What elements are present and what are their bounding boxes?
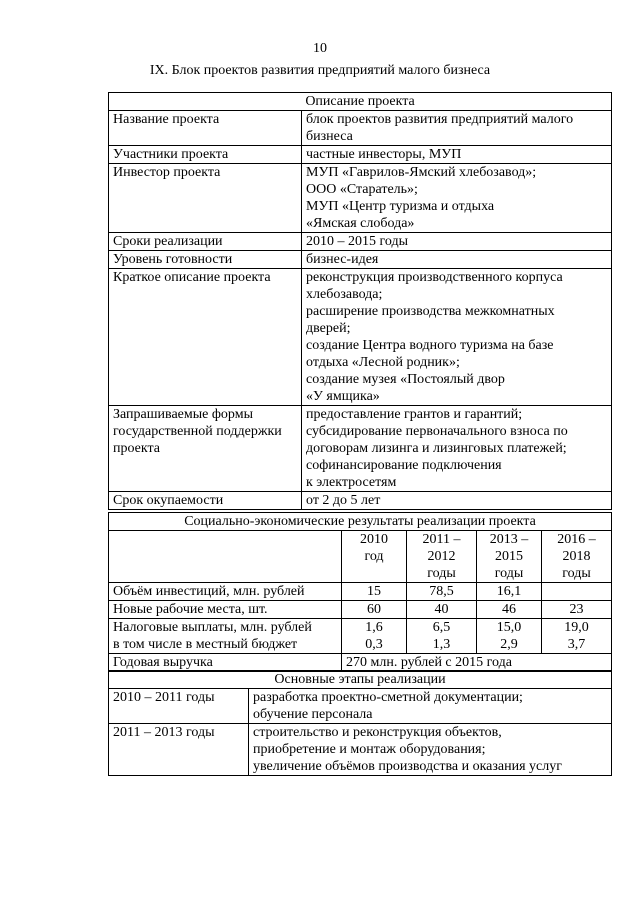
table-row [109,619,612,654]
table-row [109,654,612,672]
page-title: IX. Блок проектов развития предприятий малого бизнеса [149,63,491,78]
table-row [109,146,612,164]
cell-value: 15 [342,583,407,601]
cell-value: 60 [342,601,407,619]
table-row [109,583,612,601]
row-label: Новые рабочие места, шт. [109,601,342,619]
table-row [109,164,612,233]
year-header: 2010 год [342,531,407,583]
project-description-table [108,92,612,510]
results-header: Социально-экономические результаты реализации проекта [109,513,612,531]
table-row [109,251,612,269]
row-value: реконструкция производственного корпуса хлебозавода; расширение производства межкомнатных дверей; создание Центра водного туризма на базе отдыха «Лесной родник»; создание музея «Постоялый двор «У ямщика» [302,269,612,406]
row-label: Запрашиваемые формы государственной поддержки проекта [109,406,302,492]
page-number: 10 [313,41,327,56]
cell-value: 6,5 1,3 [407,619,477,654]
year-header: 2011 – 2012 годы [407,531,477,583]
table-row [109,233,612,251]
cell-value: 19,0 3,7 [542,619,612,654]
row-label: Краткое описание проекта [109,269,302,406]
results-table [108,512,612,672]
row-label: Участники проекта [109,146,302,164]
cell-value: 78,5 [407,583,477,601]
row-label: Сроки реализации [109,233,302,251]
stages-table [108,670,612,776]
row-value: МУП «Гаврилов-Ямский хлебозавод»; ООО «Старатель»; МУП «Центр туризма и отдыха «Ямская слобода» [302,164,612,233]
row-value: блок проектов развития предприятий малого бизнеса [302,111,612,146]
table-row [109,492,612,510]
stage-period: 2010 – 2011 годы [109,689,249,724]
stage-text: разработка проектно-сметной документации; обучение персонала [249,689,612,724]
table-row [109,724,612,776]
row-label: Уровень готовности [109,251,302,269]
cell-value [542,583,612,601]
row-label: Объём инвестиций, млн. рублей [109,583,342,601]
cell-value: 46 [477,601,542,619]
stage-period: 2011 – 2013 годы [109,724,249,776]
cell-value: 16,1 [477,583,542,601]
revenue-value: 270 млн. рублей с 2015 года [342,654,612,672]
row-label: Инвестор проекта [109,164,302,233]
description-header: Описание проекта [109,93,612,111]
cell-value: 1,6 0,3 [342,619,407,654]
stages-header: Основные этапы реализации [109,671,612,689]
table-row [109,601,612,619]
row-value: частные инвесторы, МУП [302,146,612,164]
row-label: Годовая выручка [109,654,342,672]
table-row [109,406,612,492]
row-value: бизнес-идея [302,251,612,269]
year-header: 2016 – 2018 годы [542,531,612,583]
cell-value: 40 [407,601,477,619]
table-row [109,111,612,146]
row-label: Срок окупаемости [109,492,302,510]
year-header: 2013 – 2015 годы [477,531,542,583]
empty-cell [109,531,342,583]
row-value: предоставление грантов и гарантий; субсидирование первоначального взноса по договорам лизинга и лизинговых платежей; софинансирование подключения к электросетям [302,406,612,492]
table-row [109,531,612,583]
row-label: Название проекта [109,111,302,146]
row-value: 2010 – 2015 годы [302,233,612,251]
table-row [109,689,612,724]
stage-text: строительство и реконструкция объектов, приобретение и монтаж оборудования; увеличение объёмов производства и оказания услуг [249,724,612,776]
row-label: Налоговые выплаты, млн. рублей в том числе в местный бюджет [109,619,342,654]
table-row [109,269,612,406]
row-value: от 2 до 5 лет [302,492,612,510]
cell-value: 15,0 2,9 [477,619,542,654]
cell-value: 23 [542,601,612,619]
